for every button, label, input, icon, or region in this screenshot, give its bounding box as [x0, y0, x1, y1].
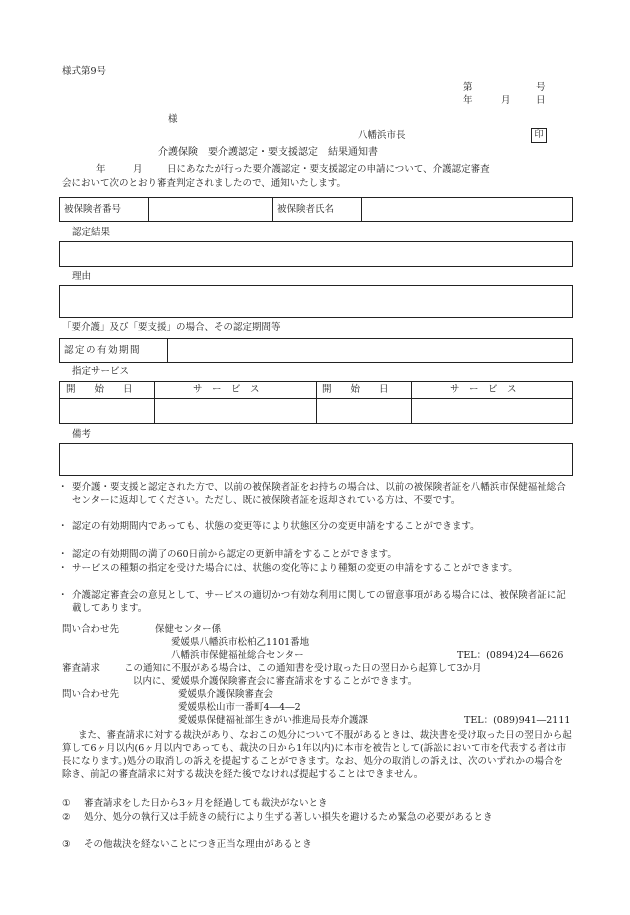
note-bullet: ・	[58, 590, 68, 601]
period-heading: 「要介護」及び「要支援」の場合、その認定期間等	[62, 322, 281, 333]
appeal-label: 審査請求	[62, 663, 101, 674]
contact2-line1: 愛媛県介護保険審査会	[178, 689, 274, 700]
remarks-label: 備考	[72, 429, 92, 440]
addressee-suffix: 様	[168, 114, 178, 125]
exception-number: ③	[62, 839, 71, 850]
result-label: 認定結果	[72, 227, 111, 238]
note-item: ・ 認定の有効期間の満了の60日前から認定の更新申請をすることができます。	[58, 549, 397, 560]
contact1-label: 問い合わせ先	[62, 624, 120, 635]
reason-label: 理由	[72, 271, 92, 282]
contact1-tel: TEL：(0894)24―6626	[457, 650, 564, 661]
exception-number: ②	[62, 812, 71, 823]
note-bullet: ・	[58, 549, 68, 560]
note-bullet: ・	[58, 482, 68, 493]
period-label: 認定の有効期間	[64, 345, 142, 356]
note-item: ・ サービスの種類の指定を受けた場合には、状態の変化等により種類の変更の申請をすることができます。	[58, 563, 518, 574]
issuer-name: 八幡浜市長	[358, 130, 406, 141]
insured-number-label: 被保険者番号	[64, 204, 122, 215]
date-day: 日	[536, 95, 546, 106]
number-label: 第	[463, 82, 473, 93]
contact1-line3: 八幡浜市保健福祉総合センター	[171, 650, 304, 661]
contact2-line3: 愛媛県保健福祉部生きがい推進局長寿介護課	[178, 715, 369, 726]
appeal-line2: 以内に、愛媛県介護保険審査会に審査請求をすることができます。	[133, 676, 418, 687]
exception-item: ② 処分、処分の執行又は手続きの続行により生ずる著しい損失を避けるため緊急の必要があるとき	[62, 812, 493, 823]
intro-month: 月	[133, 164, 143, 175]
note-item: ・ 介護認定審査会の意見として、サービスの適切かつ有効な利用に関しての留意事項がある場合には、被保険者証に記載してあります。	[58, 590, 566, 614]
intro-line2: 会において次のとおり審査判定されましたので、通知いたします。	[62, 178, 347, 189]
service-header-service-1: サ ー ビ ス	[193, 384, 260, 395]
contact2-label: 問い合わせ先	[62, 689, 120, 700]
remarks-box	[59, 443, 573, 476]
note-bullet: ・	[58, 521, 68, 532]
contact2-tel: TEL：(089)941―2111	[464, 715, 571, 726]
note-item: ・ 要介護・要支援と認定された方で、以前の被保険者証をお持ちの場合は、以前の被保険者証を八幡浜市保健福祉総合センターに返却してください。ただし、既に被保険者証を返却されている方は、不要です。	[58, 482, 566, 506]
note-item: ・ 認定の有効期間内であっても、状態の変更等により状態区分の変更申請をすることができます。	[58, 521, 480, 532]
date-month: 月	[501, 95, 511, 106]
intro-year: 年	[96, 164, 106, 175]
contact2-line2: 愛媛県松山市一番町4―4―2	[178, 702, 301, 713]
service-header-start-1: 開 始 日	[66, 384, 133, 395]
appeal-line1: この通知に不服がある場合は、この通知書を受け取った日の翌日から起算して3か月	[124, 663, 482, 674]
exception-item: ③ その他裁決を経ないことにつき正当な理由があるとき	[62, 839, 312, 850]
result-box	[59, 241, 573, 267]
contact1-line1: 保健センター係	[155, 624, 222, 635]
intro-line1: 日にあなたが行った要介護認定・要支援認定の申請について、介護認定審査	[167, 164, 490, 175]
lawsuit-paragraph: また、審査請求に対する裁決があり、なおこの処分について不服があるときは、裁決書を受け取った日の翌日から起算して6ヶ月以内(6ヶ月以内であっても、裁決の日から1年以内)に本市を被告として(訴訟において市を代表する者は市長になります。)処分の取消しの訴えを提起することができます。なお、処分の取消しの訴えは、次のいずれかの場合を除き、前記の審査請求に対する裁決を経た後でなければ提起することはできません。	[62, 730, 572, 780]
service-header-service-2: サ ー ビ ス	[450, 384, 517, 395]
contact1-line2: 愛媛県八幡浜市松柏乙1101番地	[171, 637, 310, 648]
exception-item: ① 審査請求をした日から3ヶ月を経過しても裁決がないとき	[62, 798, 328, 809]
form-number: 様式第9号	[62, 66, 107, 77]
number-suffix: 号	[536, 82, 546, 93]
insured-name-label: 被保険者氏名	[277, 204, 335, 215]
date-year: 年	[463, 95, 473, 106]
exception-number: ①	[62, 798, 71, 809]
service-label: 指定サービス	[72, 366, 130, 377]
note-bullet: ・	[58, 563, 68, 574]
reason-box	[59, 285, 573, 318]
document-title: 介護保険 要介護認定・要支援認定 結果通知書	[158, 147, 378, 158]
seal-mark: 印	[531, 128, 547, 143]
service-header-start-2: 開 始 日	[322, 384, 389, 395]
